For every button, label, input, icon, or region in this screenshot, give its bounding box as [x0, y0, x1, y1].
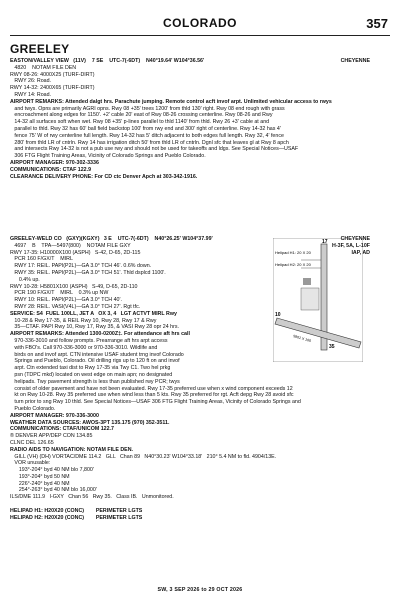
text-line: RWY 17: REIL. PAPI(P2L)—GA 3.0° TCH 46'. 0.6% down. [10, 263, 152, 270]
text-line: VOR unusable: [10, 460, 51, 467]
text-line: ® DENVER APP/DEP CON 134.85 [10, 433, 93, 440]
diagram-helipad-h2: Helipad H2: 20 X 20 [275, 262, 311, 267]
text-line: psn (TDPC mkd) located on west edge on main apn; no designated [10, 371, 173, 378]
greeley-chart-ref: CHEYENNE [340, 236, 370, 242]
text-line: PCR 190 F/GX/T MIRL 0.3% up NW [10, 290, 109, 297]
greeley-chart-ref-3: IAP, AD [351, 249, 370, 256]
text-line: 35—CTAF. PAPI Rwy 10, Rwy 17, Rwy 35, & VASI Rwy 28 opr 24 hrs. [10, 324, 179, 331]
text-line: HELIPAD H1: H20X20 (CONC) PERIMETER LGTS [10, 507, 143, 514]
text-line: 970-336-3010 and follow prompts. Prearrange aft hrs arpt access [10, 337, 168, 344]
text-line: RWY 28: REIL. VASI(V4L)—GA 3.0° TCH 27'. Rgt tfc. [10, 303, 141, 310]
footer-effective-dates: SW, 3 SEP 2026 to 29 OCT 2026 [157, 587, 243, 593]
text-line: PCR 160 F/GX/T MIRL [10, 256, 73, 263]
text-line: RWY 35: REIL. PAPI(P2L)—GA 3.0° TCH 51'. Thld dsplcd 1100'. [10, 269, 166, 276]
text-line: fence 75' W of rwy centerline full length. Rwy 14-32 has 5' ditch adjacent to both edges full length. Rwy 32, 4' fence [10, 132, 284, 139]
text-line: COMMUNICATIONS: CTAF/UNICOM 122.7 [10, 426, 114, 433]
text-line: 10-28 & Rwy 17-35, & REIL Rwy 10, Rwy 28, Rwy 17 & Rwy [10, 317, 157, 324]
apron [301, 288, 319, 310]
greeley-chart-ref-2: H-3F, 5A, L-10F [332, 242, 370, 249]
text-line: GREELEY-WELD CO (GXY)(KGXY) 3 E UTC-7(-6DT) N40°26.25' W104°37.99' [10, 236, 213, 242]
text-line: RWY 17-35: H10000X100 (ASPH) S-42, D-65, 2D-115 [10, 249, 141, 256]
easton-chart-ref: CHEYENNE [340, 58, 370, 64]
text-line: HELIPAD H2: H20X20 (CONC) PERIMETER LGTS [10, 514, 143, 521]
text-line: AIRPORT MANAGER: 970-336-3000 [10, 412, 99, 419]
text-line: SERVICE: S4 FUEL 100LL, JET A OX 3, 4 LGT ACTVT MIRL Rwy [10, 310, 177, 317]
text-line: 254°-263° byd 40 NM blo 16,000' [10, 487, 97, 494]
text-line: 306 FTG Flight Training Areas, Vicinity of Colorado Springs and Pueblo Colorado. [10, 153, 206, 160]
text-line: RWY 14-32: 2400X65 (TURF-DIRT) [10, 85, 95, 92]
text-line: arpt. Ctn extended taxi dist to Rwy 17-35 via Twy C1. Two hel prkg [10, 365, 171, 372]
text-line: 0.4% up. [10, 276, 40, 283]
text-line: 193°-204° byd 50 NM [10, 473, 70, 480]
text-line: COMMUNICATIONS: CTAF 122.9 [10, 166, 92, 173]
text-line: RWY 14: Road. [10, 91, 52, 98]
page-number: 357 [366, 16, 388, 31]
text-line: and twys. Opns are primarily AGRI opns. Rwy 08 +35' trees 1200' from thld 130' right. Rwy 08 end rough with grass [10, 105, 285, 112]
text-line: 4697 B TPA—5497(800) NOTAM FILE GXY [10, 242, 131, 249]
text-line: 226°-240° byd 40 NM [10, 480, 70, 487]
text-line: GILL (VH) (DH) VORTAC/DME 114.2 GLL Chan 89 N40°30.23' W104°33.18' 210° 5.4 NM to fld. 4904/13E. [10, 453, 277, 460]
runway-10-28 [275, 318, 361, 348]
text-line: CLEARANCE DELIVERY PHONE: For CD ctc Denver Apch at 303-342-1916. [10, 173, 198, 180]
text-line: RADIO AIDS TO NAVIGATION: NOTAM FILE DEN. [10, 446, 134, 453]
text-line [10, 501, 390, 508]
text-line: CLNC DEL 126.65 [10, 439, 54, 446]
airport-diagram [273, 238, 363, 362]
text-line: birds on and invof arpt. CTN intensive USAF student trng invof Colorado [10, 351, 184, 358]
text-line: RWY 08-26: 4000X25 (TURF-DIRT) [10, 71, 95, 78]
text-line: AIRPORT REMARKS: Attended dalgt hrs. Parachute jumping. Remote control acft invof arpt. Unlimited vehicular access to rwys [10, 98, 332, 105]
rwy-10-label: 10 [275, 312, 281, 318]
text-line: encroachment along edges for 1150'. +2' cable 20' east of Rwy 08-26 crossing centerline. Rwy 08-26 and Rwy [10, 112, 273, 119]
diagram-helipad-h1: Helipad H1: 20 X 20 [275, 250, 311, 255]
text-line: AIRPORT REMARKS: Attended 1300-0200Z‡. For attendance aft hrs call [10, 331, 190, 338]
text-line: 193°-204° byd 40 NM blo 7,800' [10, 467, 94, 474]
easton-entry [10, 58, 390, 180]
text-line: 280' from thld LR of cntrln. Rwy 14 has irrigation ditch 50' from thld LR of cntrln. Dgnl sfc that leaves gl at Rwy 8 apch [10, 139, 289, 146]
text-line: and intersects Rwy 14-32 is not a pub use rwy and should not be used for takeoffs and ldgs. See Special Notices—USAF [10, 146, 299, 153]
text-line: parallel to thld. Rwy 32 has 60' ball field backstop 100' from rwy end and 300' right of centerline. Rwy 14-32 has 4' [10, 125, 281, 132]
text-line: 4820 NOTAM FILE DEN [10, 64, 77, 71]
text-line: 14-32 all surfaces soft when wet. Rwy 08 +35' p-lines parallel to thld 1140' from thld. Rwy 26 +3' cable at and [10, 119, 270, 126]
text-line: helipads. Twy pavement strength is less than published rwy PCR; twys [10, 378, 180, 385]
text-line: RWY 10-28: H5801X100 (ASPH) S-49, D-65, 2D-110 [10, 283, 138, 290]
hangar [303, 278, 311, 285]
text-line: AIRPORT MANAGER: 970-302-3336 [10, 159, 99, 166]
rwy-dims-label: 5801 X 100 [292, 334, 312, 344]
text-line: Pueblo Colorado. [10, 405, 56, 412]
state-title: COLORADO [163, 16, 237, 30]
text-line: RWY 26: Road. [10, 78, 52, 85]
text-line: consist of older pavement and have not been evaluated. Rwy 17-35 preferred use when x wind component exceeds 12 [10, 385, 293, 392]
rwy-35-label: 35 [329, 344, 335, 350]
text-line: turn prior to sng Rwy 10 thld. See Special Notices—USAF 306 FTG Flight Training Areas, Vicinity of Colorado Springs and [10, 399, 301, 406]
text-line: kt on Rwy 10-28. Rwy 35 preferred use when wind less than 5 kts. Rwy 35 preferred for rgt. Acft depg Rwy 28 avoid sfc [10, 392, 294, 399]
text-line: WEATHER DATA SOURCES: AWOS-3PT 135.175 (970) 352-3511. [10, 419, 170, 426]
text-line: RWY 10: REIL. PAPI(P2L)—GA 3.0° TCH 40'. [10, 297, 122, 304]
text-line: with FBO's. Call 970-336-3000 or 970-336-3010. Wildlife and [10, 344, 158, 351]
rwy-17-label: 17 [322, 239, 328, 245]
text-line: EASTON/VALLEY VIEW (11V) 7 SE UTC-7(-6DT) N40°19.64' W104°36.56' [10, 58, 205, 64]
text-line: ILS/DME 111.9 I-GXY Chan 56 Rwy 35. Class IB. Unmonitored. [10, 494, 174, 501]
page-header [10, 16, 390, 34]
city-heading: GREELEY [10, 42, 70, 56]
header-rule [10, 35, 390, 36]
text-line: Springs and Pueblo, Colorado. Oil drilling rigs up to 120 ft on and invof [10, 358, 180, 365]
